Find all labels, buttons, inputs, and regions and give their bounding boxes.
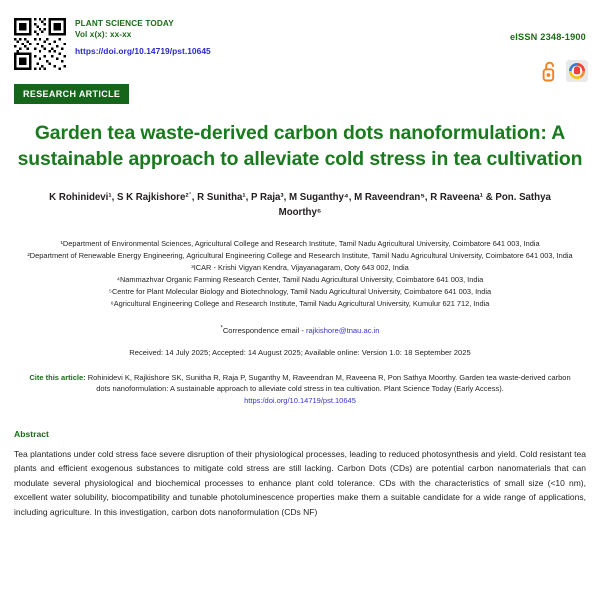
journal-doi-link[interactable]: https://doi.org/10.14719/pst.10645 — [75, 46, 211, 56]
qr-code-svg — [14, 18, 66, 70]
citation-doi-link[interactable]: https:/doi.org/10.14719/pst.10645 — [244, 395, 356, 405]
publication-dates: Received: 14 July 2025; Accepted: 14 August 2025; Available online: Version 1.0: 18 September 2025 — [129, 347, 471, 357]
affiliation-item: ⁴Nammazhvar Organic Farming Research Center, Tamil Nadu Agricultural University, Coimbatore 641 003, India — [116, 274, 484, 284]
correspondence-asterisk: * — [220, 325, 223, 331]
abstract-body: Tea plantations under cold stress face severe disruption of their physiological processes, leading to reduced photosynthesis and yield. Cold resistant tea plants and efficient exogenous substances to mitigate cold stress are still lacking. Carbon Dots (CDs) are potential carbon nanomaterials that can modulate several physiological and biochemical processes to enhance plant cold tolerance. CDs with the characteristics of small size (<10 nm), excellent water solubility, biocompatibility and tunable photoluminescence properties make them a suitable candidate for a wide range of applications, including agriculture. In this investigation, carbon dots nanoformulation (CDs NF) — [14, 448, 586, 518]
citation-block — [26, 372, 574, 407]
crossmark-badge-icon[interactable] — [566, 60, 588, 82]
masthead — [0, 0, 600, 78]
open-access-lock-svg — [542, 60, 557, 82]
badge-group — [542, 60, 588, 82]
article-type-badge: RESEARCH ARTICLE — [14, 84, 129, 104]
page-title: Garden tea waste-derived carbon dots nanoformulation: A sustainable approach to alleviate cold stress in tea cultivation — [17, 122, 583, 170]
affiliation-item: ²Department of Renewable Energy Engineering, Agricultural Engineering College and Research Institute, Tamil Nadu Agricultural University, Coimbatore 641 003, India — [27, 250, 573, 260]
qr-code-icon[interactable] — [14, 18, 66, 70]
correspondence-line — [0, 326, 600, 335]
affiliation-item: ⁶Agricultural Engineering College and Research Institute, Tamil Nadu Agricultural University, Kumulur 621 712, India — [110, 298, 490, 308]
affiliation-item: ⁵Centre for Plant Molecular Biology and Biotechnology, Tamil Nadu Agricultural University, Coimbatore 641 003, India — [108, 286, 492, 296]
citation-text: Rohinidevi K, Rajkishore SK, Sunitha R, Raja P, Suganthy M, Raveendran M, Raveena R, Pon Sathya Moorthy. Garden tea waste-derived carbon dots nanoformulation: A sustainable approach to alleviate cold stress in tea cultivation. Plant Science Today (Early Access). — [85, 372, 571, 394]
citation-label: Cite this article: — [29, 372, 86, 382]
eissn-label: eISSN 2348-1900 — [509, 32, 586, 42]
abstract-heading: Abstract — [14, 428, 49, 439]
author-line-2: Moorthy⁶ — [278, 207, 322, 219]
journal-name: PLANT SCIENCE TODAY — [75, 19, 174, 28]
abstract-section — [14, 429, 586, 520]
masthead-left — [14, 18, 586, 70]
crossmark-svg — [568, 62, 586, 80]
affiliation-item: ¹Department of Environmental Sciences, Agricultural College and Research Institute, Tamil Nadu Agricultural University, Coimbatore 641 003, India — [60, 238, 540, 248]
correspondence-label: Correspondence email - — [222, 325, 306, 335]
journal-volume: Vol x(x): xx-xx — [75, 29, 132, 39]
author-line-1: K Rohinidevi¹, S K Rajkishore²˙, R Sunitha¹, P Raja³, M Suganthy⁴, M Raveendran⁵, R Raveena¹ & Pon. Sathya — [49, 191, 551, 203]
correspondence-email-link[interactable]: rajkishore@tnau.ac.in — [305, 325, 380, 335]
journal-info — [75, 18, 211, 60]
affiliation-item: ³ICAR - Krishi Vigyan Kendra, Vijayanagaram, Ooty 643 002, India — [191, 262, 409, 272]
affiliation-list — [18, 238, 582, 310]
open-access-lock-icon[interactable] — [542, 60, 557, 82]
author-list — [34, 190, 566, 221]
